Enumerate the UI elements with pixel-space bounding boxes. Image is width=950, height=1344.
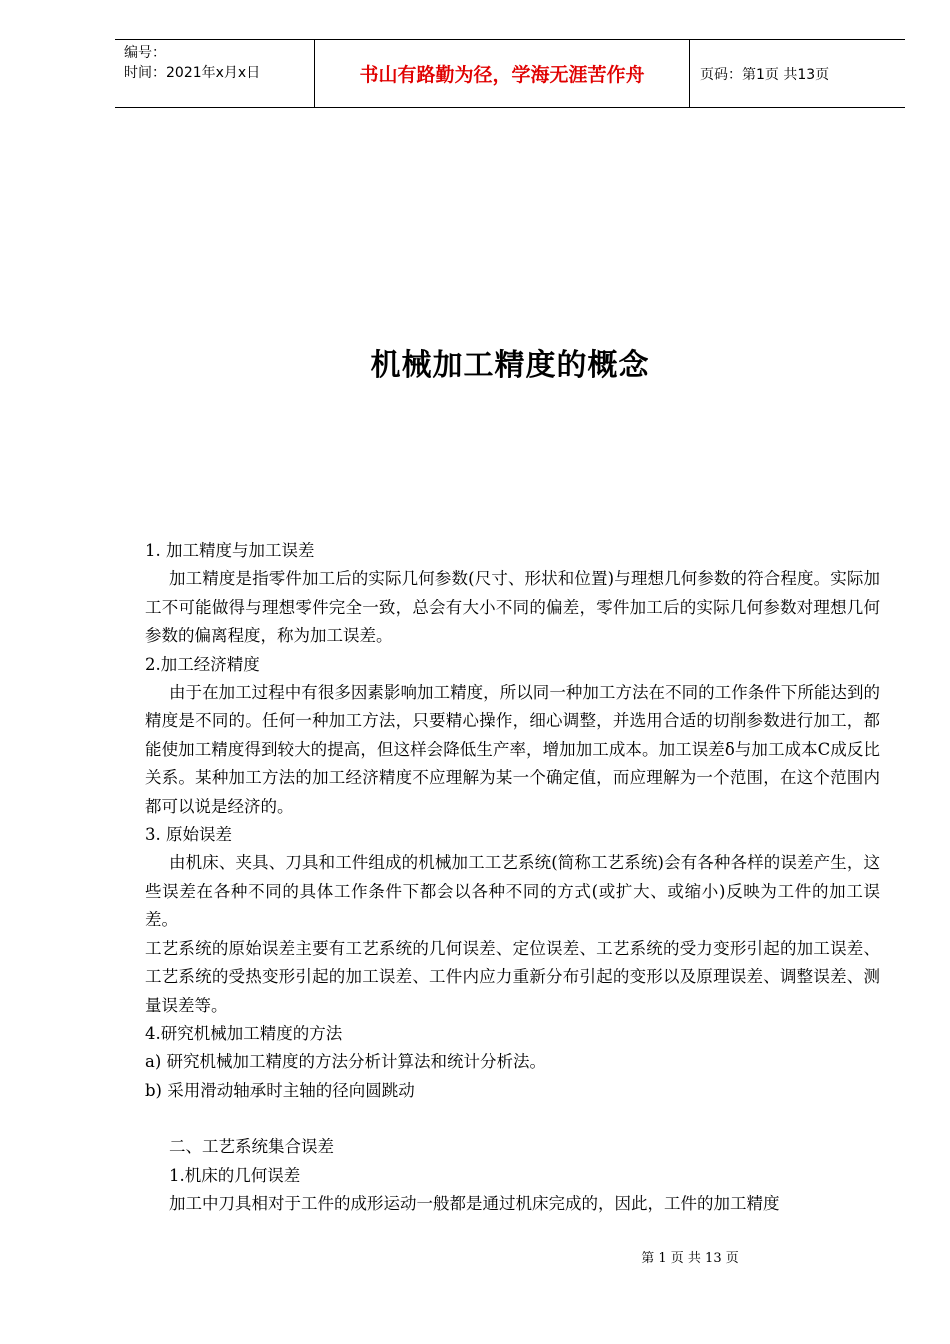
section-heading: 3. 原始误差 — [145, 825, 232, 845]
section-heading: 4.研究机械加工精度的方法 — [145, 1023, 343, 1043]
section-heading: 二、工艺系统集合误差 — [169, 1137, 334, 1157]
header-page-info: 页码：第1页 共13页 — [700, 66, 830, 83]
paragraph: 加工精度是指零件加工后的实际几何参数(尺寸、形状和位置)与理想几何参数的符合程度。实际加工不可能做得与理想零件完全一致，总会有大小不同的偏差，零件加工后的实际几何参数对理想几何参数的偏离程度，称为加工误差。 — [145, 569, 880, 646]
header-meta-cell — [115, 40, 315, 107]
list-item: b) 采用滑动轴承时主轴的径向圆跳动 — [145, 1080, 415, 1100]
paragraph: 加工中刀具相对于工件的成形运动一般都是通过机床完成的，因此，工件的加工精度 — [169, 1193, 780, 1213]
paragraph: 由于在加工过程中有很多因素影响加工精度，所以同一种加工方法在不同的工作条件下所能达到的精度是不同的。任何一种加工方法，只要精心操作，细心调整，并选用合适的切削参数进行加工，都能使加工精度得到较大的提高，但这样会降低生产率，增加加工成本。加工误差δ与加工成本C成反比关系。某种加工方法的加工经济精度不应理解为某一个确定值，而应理解为一个范围，在这个范围内都可以说是经济的。 — [145, 683, 880, 816]
spacer — [145, 1105, 880, 1133]
header-motto: 书山有路勤为径，学海无涯苦作舟 — [315, 40, 690, 107]
section-heading: 1.机床的几何误差 — [169, 1165, 301, 1185]
section-heading: 2.加工经济精度 — [145, 654, 260, 674]
page-footer: 第 1 页 共 13 页 — [641, 1251, 739, 1266]
paragraph: 由机床、夹具、刀具和工件组成的机械加工工艺系统(简称工艺系统)会有各种各样的误差产生，这些误差在各种不同的具体工作条件下都会以各种不同的方式(或扩大、或缩小)反映为工件的加工误差。 — [145, 853, 880, 930]
document-body — [145, 537, 880, 1218]
paragraph: 工艺系统的原始误差主要有工艺系统的几何误差、定位误差、工艺系统的受力变形引起的加工误差、工艺系统的受热变形引起的加工误差、工件内应力重新分布引起的变形以及原理误差、调整误差、测量误差等。 — [145, 938, 880, 1015]
header-table — [115, 39, 905, 108]
serial-label: 编号： — [124, 45, 166, 61]
list-item: a) 研究机械加工精度的方法分析计算法和统计分析法。 — [145, 1052, 547, 1072]
section-heading: 1. 加工精度与加工误差 — [145, 541, 315, 560]
document-title: 机械加工精度的概念 — [370, 348, 650, 383]
time-label: 时间：2021年x月x日 — [124, 65, 261, 81]
